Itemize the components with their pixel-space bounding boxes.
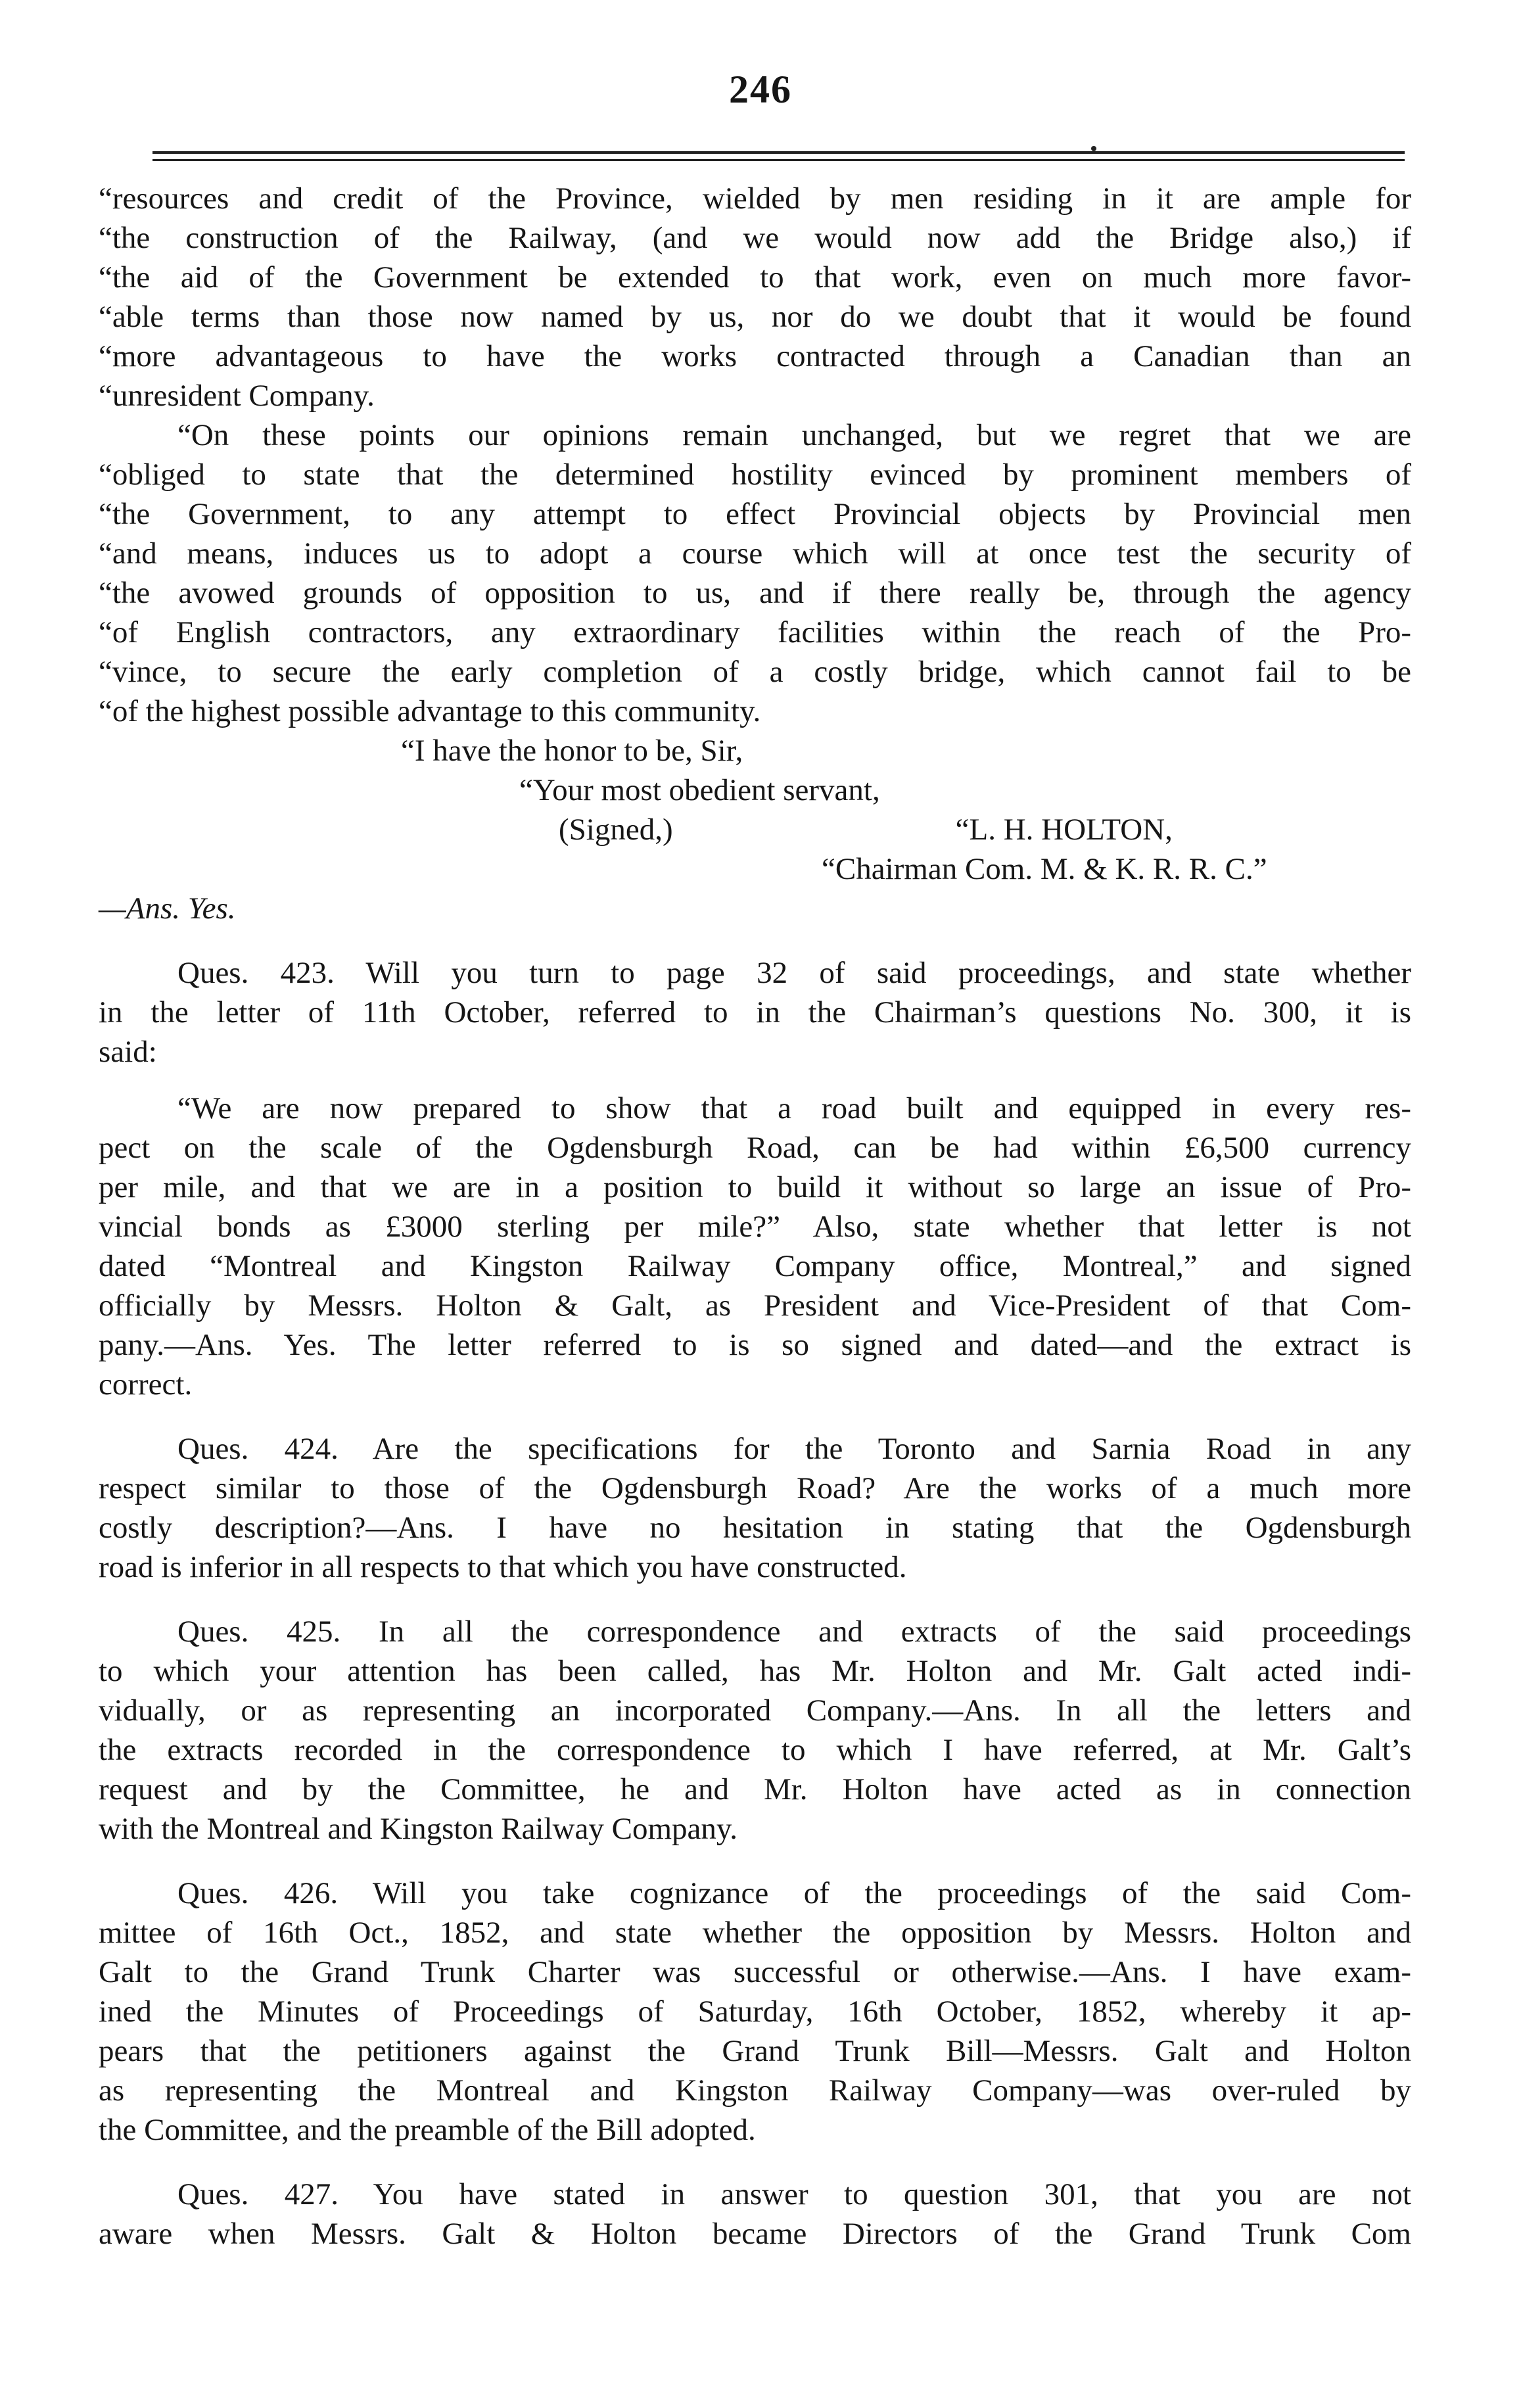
question-line: respect similar to those of the Ogdensburgh Road? Are the works of a much more — [99, 1471, 1411, 1505]
header-rule-bottom — [152, 159, 1405, 161]
question-line: Galt to the Grand Trunk Charter was successful or otherwise.—Ans. I have exam- — [99, 1955, 1411, 1989]
question-line: vidually, or as representing an incorporated Company.—Ans. In all the letters and — [99, 1693, 1411, 1728]
letter-line: “of English contractors, any extraordinary facilities within the reach of the Pro- — [99, 615, 1411, 649]
header-rule-top — [152, 151, 1405, 154]
signature-line — [99, 810, 1411, 849]
question-line: request and by the Committee, he and Mr. Holton have acted as in connection — [99, 1772, 1411, 1806]
question-line: Ques. 423. Will you turn to page 32 of said proceedings, and state whether — [177, 956, 1411, 990]
quote-line: “We are now prepared to show that a road built and equipped in every res- — [177, 1091, 1411, 1125]
letter-line: “more advantageous to have the works contracted through a Canadian than an — [99, 339, 1411, 373]
question-line: Ques. 427. You have stated in answer to question 301, that you are not — [177, 2177, 1411, 2211]
question-line: as representing the Montreal and Kingston Railway Company—was over-ruled by — [99, 2073, 1411, 2108]
letter-line: “obliged to state that the determined hostility evinced by prominent members of — [99, 458, 1411, 492]
question-424 — [99, 1429, 1411, 1587]
spacer — [99, 1849, 1411, 1874]
question-line: the Committee, and the preamble of the Bill adopted. — [99, 2113, 756, 2147]
signed-label: (Signed,) — [559, 813, 673, 847]
rule-dot — [1091, 146, 1096, 151]
question-line: costly description?—Ans. I have no hesitation in stating that the Ogdensburgh — [99, 1511, 1411, 1545]
question-line: with the Montreal and Kingston Railway Company. — [99, 1812, 738, 1846]
spacer — [99, 1072, 1411, 1089]
page-number: 246 — [729, 68, 792, 111]
question-line: to which your attention has been called, has Mr. Holton and Mr. Galt acted indi- — [99, 1654, 1411, 1688]
question-line: mittee of 16th Oct., 1852, and state whether the opposition by Messrs. Holton and — [99, 1916, 1411, 1950]
question-427 — [99, 2175, 1411, 2254]
letter-line: “and means, induces us to adopt a course which will at once test the security of — [99, 536, 1411, 571]
question-line: the extracts recorded in the correspondence to which I have referred, at Mr. Galt’s — [99, 1733, 1411, 1767]
question-line: Ques. 426. Will you take cognizance of the proceedings of the said Com- — [177, 1876, 1411, 1910]
letter-line: “unresident Company. — [99, 379, 375, 413]
quote-line: pany.—Ans. Yes. The letter referred to is so signed and dated—and the extract is — [99, 1328, 1411, 1362]
question-425 — [99, 1612, 1411, 1849]
question-line: aware when Messrs. Galt & Holton became Directors of the Grand Trunk Com — [99, 2217, 1411, 2251]
quote-line: correct. — [99, 1367, 193, 1402]
letter-line: “the Government, to any attempt to effect Provincial objects by Provincial men — [99, 497, 1411, 531]
question-426 — [99, 1874, 1411, 2150]
letter-line: “able terms than those now named by us, nor do we doubt that it would be found — [99, 300, 1411, 334]
letter-line: “resources and credit of the Province, wielded by men residing in it are ample for — [99, 181, 1411, 216]
answer-yes: —Ans. Yes. — [99, 891, 236, 926]
question-423 — [99, 953, 1411, 1404]
spacer — [99, 928, 1411, 953]
question-line: pears that the petitioners against the Grand Trunk Bill—Messrs. Galt and Holton — [99, 2034, 1411, 2068]
letter-line: “the aid of the Government be extended to that work, even on much more favor- — [99, 260, 1411, 295]
question-line: road is inferior in all respects to that which you have constructed. — [99, 1550, 907, 1584]
letter-line: “the avowed grounds of opposition to us, and if there really be, through the agency — [99, 576, 1411, 610]
signatory-name: “L. H. HOLTON, — [955, 813, 1173, 847]
header-rule — [152, 150, 1405, 166]
question-line: ined the Minutes of Proceedings of Saturday, 16th October, 1852, whereby it ap- — [99, 1995, 1411, 2029]
letter-servant: “Your most obedient servant, — [519, 773, 880, 807]
page-body — [99, 179, 1411, 2254]
letter-line: “of the highest possible advantage to this community. — [99, 694, 761, 728]
question-line: said: — [99, 1035, 157, 1069]
quote-line: pect on the scale of the Ogdensburgh Road, can be had within £6,500 currency — [99, 1131, 1411, 1165]
quote-line: dated “Montreal and Kingston Railway Company office, Montreal,” and signed — [99, 1249, 1411, 1283]
quote-line: per mile, and that we are in a position to build it without so large an issue of Pro- — [99, 1170, 1411, 1204]
spacer — [99, 1587, 1411, 1612]
letter-line: “the construction of the Railway, (and we would now add the Bridge also,) if — [99, 221, 1411, 255]
question-line: Ques. 425. In all the correspondence and extracts of the said proceedings — [177, 1615, 1411, 1649]
question-line: Ques. 424. Are the specifications for the Toronto and Sarnia Road in any — [177, 1432, 1411, 1466]
letter-line: “vince, to secure the early completion of a costly bridge, which cannot fail to be — [99, 655, 1411, 689]
letter-block — [99, 179, 1411, 928]
spacer — [99, 2150, 1411, 2175]
question-line: in the letter of 11th October, referred to in the Chairman’s questions No. 300, it is — [99, 995, 1411, 1029]
quote-line: officially by Messrs. Holton & Galt, as President and Vice-President of that Com- — [99, 1288, 1411, 1323]
letter-line: “On these points our opinions remain unchanged, but we regret that we are — [177, 418, 1411, 452]
letter-closing: “I have the honor to be, Sir, — [401, 734, 743, 768]
spacer — [99, 1404, 1411, 1429]
signatory-title: “Chairman Com. M. & K. R. R. C.” — [822, 852, 1267, 886]
quote-line: vincial bonds as £3000 sterling per mile?” Also, state whether that letter is not — [99, 1210, 1411, 1244]
